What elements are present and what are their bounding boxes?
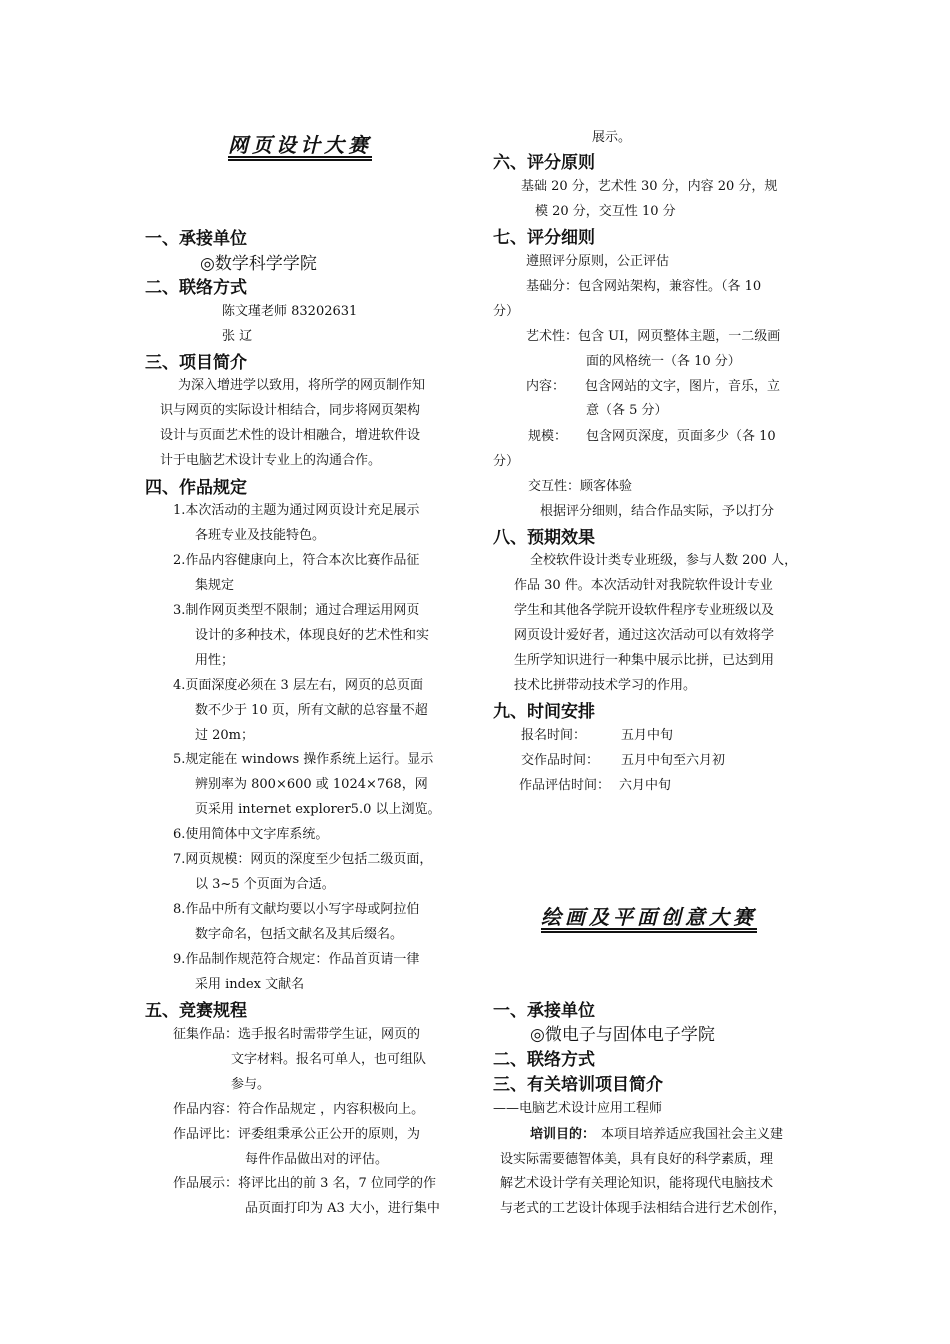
list-item: 用性； xyxy=(195,653,235,668)
rule-line: 文字材料。报名可单人，也可组队 xyxy=(231,1052,427,1067)
schedule-label: 交作品时间： xyxy=(521,753,600,768)
list-item: 以 3~5 个页面为合适。 xyxy=(195,877,335,892)
rule-line: 参与。 xyxy=(231,1077,271,1092)
body-line: 设计与页面艺术性的设计相融合，增进软件设 xyxy=(160,428,421,443)
list-item: 1.本次活动的主题为通过网页设计充足展示 xyxy=(173,503,420,518)
rule-line: 每件作品做出对的评估。 xyxy=(245,1152,389,1167)
section-heading: 四、作品规定 xyxy=(145,478,247,498)
body-line: 意（各 5 分） xyxy=(586,403,668,418)
body-line: 包含网站的文字，图片，音乐，立 xyxy=(585,379,781,394)
section-heading: 八、预期效果 xyxy=(493,528,595,548)
body-line: 网页设计爱好者，通过这次活动可以有效将学 xyxy=(514,628,775,643)
body-line: 艺术性：包含 UI，网页整体主题，一二级画 xyxy=(526,329,781,344)
rule-line: 作品评比：评委组秉承公正公开的原则，为 xyxy=(173,1127,421,1142)
section-heading: 七、评分细则 xyxy=(493,228,595,248)
body-line: 为深入增进学以致用，将所学的网页制作知 xyxy=(178,378,426,393)
continued-text: 展示。 xyxy=(592,130,632,145)
list-item: 4.页面深度必须在 3 层左右，网页的总页面 xyxy=(173,678,423,693)
body-line: 技术比拼带动技术学习的作用。 xyxy=(514,678,697,693)
section-heading: 九、时间安排 xyxy=(493,702,595,722)
schedule-label: 作品评估时间： xyxy=(519,778,611,793)
body-line: 作品 30 件。本次活动针对我院软件设计专业 xyxy=(514,578,773,593)
purpose-label: 培训目的： xyxy=(530,1127,596,1142)
section-heading: 一、承接单位 xyxy=(493,1001,595,1021)
body-line: 全校软件设计类专业班级，参与人数 200 人， xyxy=(530,553,798,568)
list-item: 页采用 internet explorer5.0 以上浏览。 xyxy=(195,802,441,817)
list-item: 6.使用简体中文字库系统。 xyxy=(173,827,329,842)
body-line: 分） xyxy=(493,454,520,469)
body-line: 根据评分细则，结合作品实际，予以打分 xyxy=(540,504,775,519)
schedule-value: 五月中旬至六月初 xyxy=(621,753,726,768)
section-heading: 五、竞赛规程 xyxy=(145,1001,247,1021)
list-item: 各班专业及技能特色。 xyxy=(195,528,326,543)
body-line: 与老式的工艺设计体现手法相结合进行艺术创作， xyxy=(500,1201,787,1216)
body-line: 包含网页深度，页面多少（各 10 xyxy=(586,429,776,444)
list-item: 过 20m； xyxy=(195,728,255,743)
contact-line: 陈文瑾老师 83202631 xyxy=(222,304,358,319)
list-item: 8.作品中所有文献均要以小写字母或阿拉伯 xyxy=(173,902,420,917)
body-line: 识与网页的实际设计相结合，同步将网页架构 xyxy=(160,403,421,418)
body-line: 设实际需要德智体美，具有良好的科学素质，理 xyxy=(500,1152,774,1167)
body-line: 分） xyxy=(493,304,520,319)
list-item: 设计的多种技术，体现良好的艺术性和实 xyxy=(195,628,430,643)
body-line: 基础 20 分，艺术性 30 分，内容 20 分，规 xyxy=(521,179,778,194)
list-item: 3.制作网页类型不限制；通过合理运用网页 xyxy=(173,603,420,618)
rule-line: 作品展示：将评比出的前 3 名，7 位同学的作 xyxy=(173,1176,436,1191)
list-item: 采用 index 文献名 xyxy=(195,977,305,992)
list-item: 7.网页规模：网页的深度至少包括二级页面， xyxy=(173,852,433,867)
second-title: 绘画及平面创意大赛 xyxy=(541,905,757,929)
body-line: 规模： xyxy=(528,429,568,444)
list-item: 集规定 xyxy=(195,578,235,593)
rule-line: 征集作品：选手报名时需带学生证，网页的 xyxy=(173,1027,421,1042)
body-line: 基础分：包含网站架构，兼容性。（各 10 xyxy=(526,279,762,294)
body-line: 生所学知识进行一种集中展示比拼，已达到用 xyxy=(514,653,775,668)
host-unit: ◎数学科学学院 xyxy=(200,254,317,274)
subtitle-line: ——电脑艺术设计应用工程师 xyxy=(493,1101,663,1116)
section-heading: 一、承接单位 xyxy=(145,229,247,249)
section-heading: 六、评分原则 xyxy=(493,153,595,173)
body-line: 本项目培养适应我国社会主义建 xyxy=(601,1127,784,1142)
section-heading: 三、有关培训项目简介 xyxy=(493,1075,663,1095)
list-item: 2.作品内容健康向上，符合本次比赛作品征 xyxy=(173,553,420,568)
rule-line: 品页面打印为 A3 大小，进行集中 xyxy=(245,1201,440,1216)
section-heading: 三、项目简介 xyxy=(145,353,247,373)
schedule-label: 报名时间： xyxy=(521,728,587,743)
body-line: 解艺术设计学有关理论知识，能将现代电脑技术 xyxy=(500,1176,774,1191)
list-item: 5.规定能在 windows 操作系统上运行。显示 xyxy=(173,752,434,767)
list-item: 9.作品制作规范符合规定：作品首页请一律 xyxy=(173,952,420,967)
section-heading: 二、联络方式 xyxy=(493,1050,595,1070)
body-line: 模 20 分，交互性 10 分 xyxy=(535,204,676,219)
page-title: 网页设计大赛 xyxy=(228,133,372,157)
body-line: 学生和其他各学院开设软件程序专业班级以及 xyxy=(514,603,775,618)
body-line: 面的风格统一（各 10 分） xyxy=(586,354,741,369)
host-unit: ◎微电子与固体电子学院 xyxy=(530,1025,715,1045)
schedule-value: 六月中旬 xyxy=(619,778,672,793)
body-line: 交互性：顾客体验 xyxy=(528,479,633,494)
list-item: 数不少于 10 页，所有文献的总容量不超 xyxy=(195,703,428,718)
contact-line: 张 辽 xyxy=(222,329,253,344)
section-heading: 二、联络方式 xyxy=(145,278,247,298)
list-item: 数字命名，包括文献名及其后缀名。 xyxy=(195,927,404,942)
body-line: 内容： xyxy=(526,379,566,394)
body-line: 计于电脑艺术设计专业上的沟通合作。 xyxy=(160,453,382,468)
schedule-value: 五月中旬 xyxy=(621,728,674,743)
rule-line: 作品内容：符合作品规定 ，内容积极向上。 xyxy=(173,1102,425,1117)
body-line: 遵照评分原则，公正评估 xyxy=(526,254,670,269)
list-item: 辨别率为 800×600 或 1024×768，网 xyxy=(195,777,428,792)
